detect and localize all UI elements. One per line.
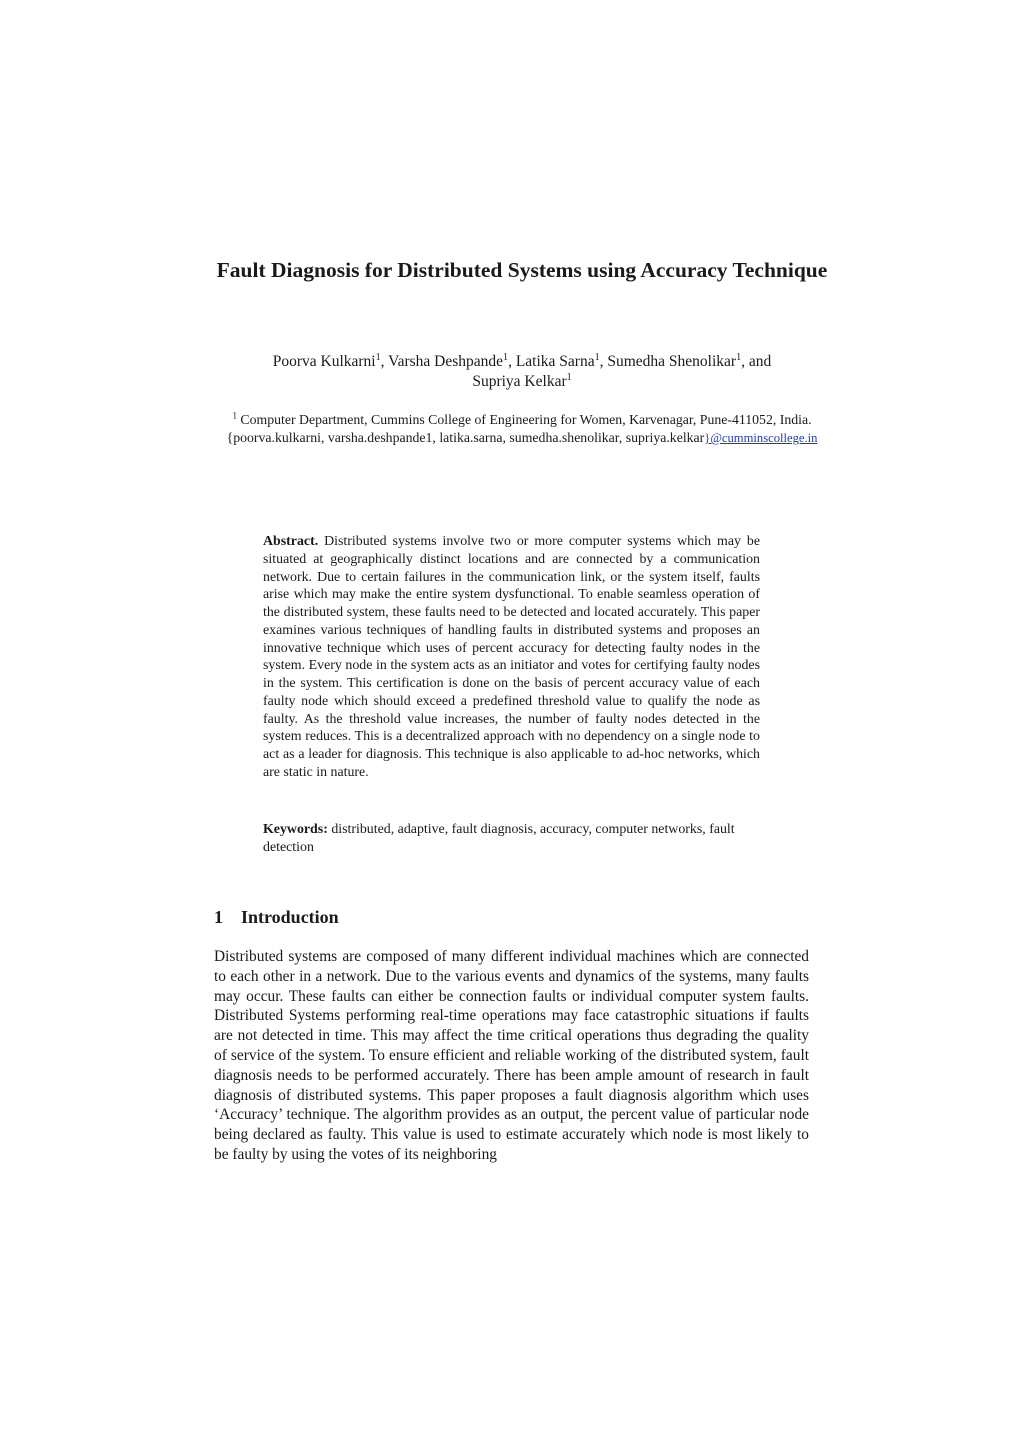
author-affiliation-mark: 1: [566, 371, 572, 383]
author-separator: ,: [599, 353, 608, 370]
section-title: Introduction: [241, 907, 339, 927]
abstract-text: Distributed systems involve two or more computer systems which may be situated at geographically distinct locations and are connected by a communication network. Due to certain failures in the communication link, or the system itself, faults arise which may make the entire system dysfunctional. To enable seamless operation of the distributed system, these faults need to be detected and located accurately. This paper examines various techniques of handling faults in distributed systems and proposes an innovative technique which uses of percent accuracy for detecting faulty nodes in the system. Every node in the system acts as an initiator and votes for certifying faulty nodes in the system. This certification is done on the basis of percent accuracy value of each faulty node which should exceed a predefined threshold value to qualify the node as faulty. As the threshold value increases, the number of faulty nodes detected in the system reduces. This is a decentralized approach with no dependency on a single node to act as a leader for diagnosis. This technique is also applicable to ad-hoc networks, which are static in nature.: [263, 534, 760, 780]
affiliation-text: Computer Department, Cummins College of Engineering for Women, Karvenagar, Pune-411052, India.: [240, 412, 812, 427]
section-heading-introduction: [214, 905, 339, 929]
abstract: [263, 533, 760, 782]
email-domain-link[interactable]: }@cumminscollege.in: [704, 431, 818, 445]
abstract-label: Abstract.: [263, 534, 319, 549]
author-affiliation-mark: 1: [503, 351, 509, 363]
section-number: 1: [214, 907, 223, 927]
author-name: Sumedha Shenolikar: [607, 353, 737, 370]
email-line: [200, 429, 844, 447]
keywords-label: Keywords:: [263, 822, 328, 837]
author-list: [200, 352, 844, 392]
introduction-body: Distributed systems are composed of many different individual machines which are connected to each other in a network. Due to the various events and dynamics of the systems, many faults may occur. These faults can either be connection faults or individual computer system faults. Distributed Systems performing real-time operations may face catastrophic situations if faults are not detected in time. This may affect the time critical operations thus degrading the quality of service of the system. To ensure efficient and reliable working of the distributed system, fault diagnosis needs to be performed accurately. There has been ample amount of research in fault diagnosis of distributed systems. This paper proposes a fault diagnosis algorithm which uses ‘Accuracy’ technique. The algorithm provides as an output, the percent value of particular node being declared as faulty. This value is used to estimate accurately which node is most likely to be faulty by using the votes of its neighboring: [214, 948, 809, 1163]
author-affiliation-mark: 1: [736, 351, 742, 363]
affiliation-line: [200, 411, 844, 429]
paper-title: Fault Diagnosis for Distributed Systems using Accuracy Technique: [216, 258, 828, 282]
author-name: Supriya Kelkar: [472, 373, 567, 390]
author-separator: ,: [508, 353, 516, 370]
email-list: {poorva.kulkarni, varsha.deshpande1, latika.sarna, sumedha.shenolikar, supriya.kelkar: [226, 430, 705, 445]
author-separator: ,: [380, 353, 389, 370]
keywords: [263, 821, 760, 857]
author-separator: , and: [741, 353, 772, 370]
affiliation-block: [200, 411, 844, 447]
author-name: Poorva Kulkarni: [272, 353, 376, 370]
author-affiliation-mark: 1: [594, 351, 600, 363]
author-affiliation-mark: 1: [375, 351, 381, 363]
author-name: Latika Sarna: [515, 353, 595, 370]
keywords-text: distributed, adaptive, fault diagnosis, accuracy, computer networks, fault detection: [263, 822, 735, 855]
affiliation-mark: 1: [232, 410, 237, 421]
author-name: Varsha Deshpande: [388, 353, 504, 370]
